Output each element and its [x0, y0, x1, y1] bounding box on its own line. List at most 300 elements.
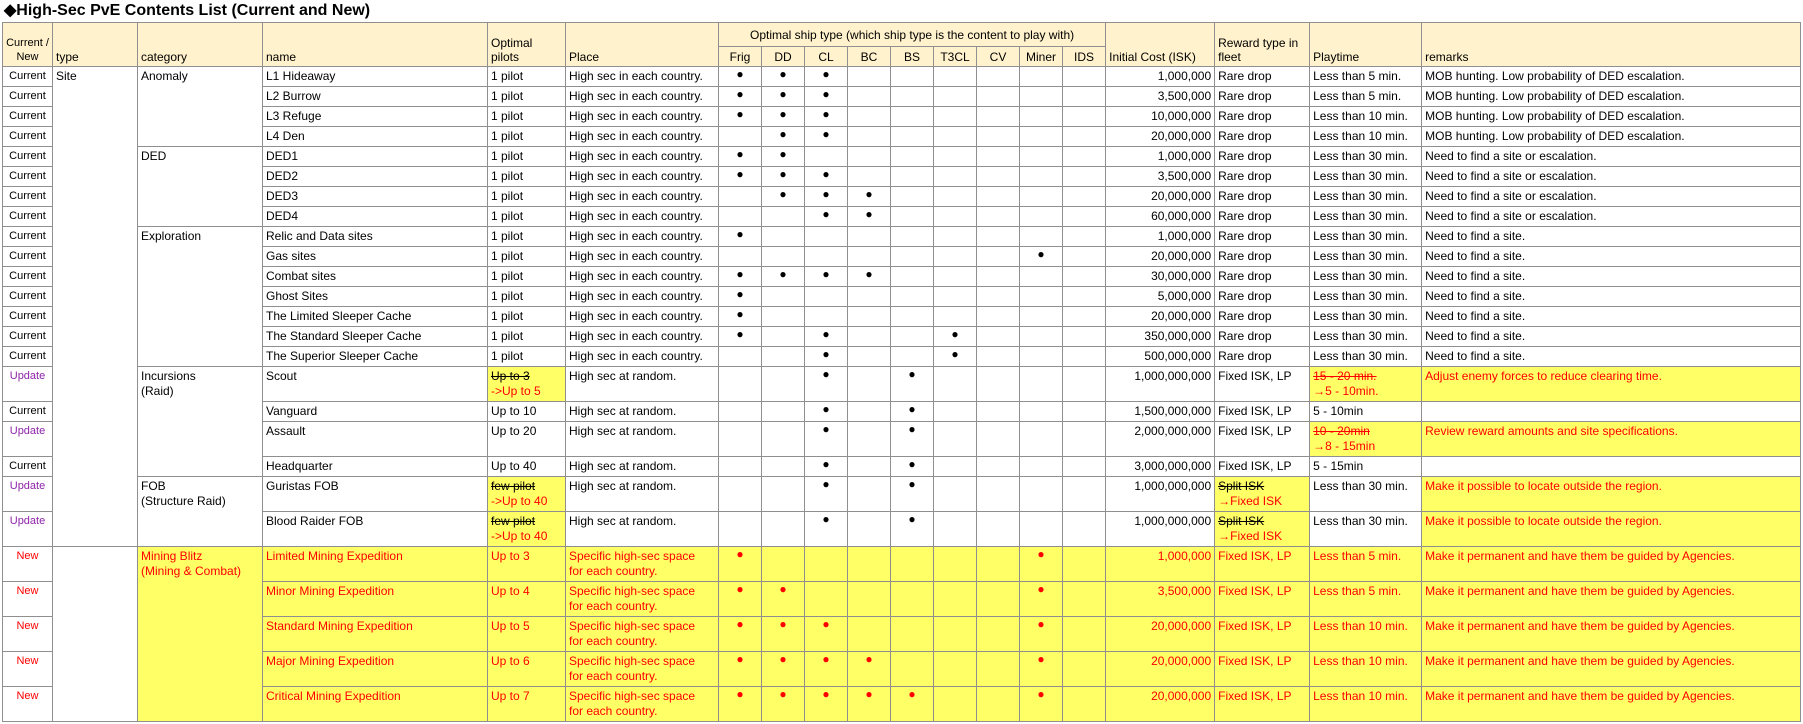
playtime-cell: Less than 30 min.: [1310, 327, 1422, 347]
category-cell: DED: [138, 147, 263, 227]
place-cell: High sec in each country.: [566, 227, 719, 247]
ship-dot: ●: [805, 67, 848, 87]
table-row: [3, 367, 1801, 402]
pilots-cell: 1 pilot: [488, 267, 566, 287]
reward-cell: Fixed ISK, LP: [1215, 582, 1310, 617]
cost-cell: 60,000,000: [1106, 207, 1215, 227]
place-cell: High sec in each country.: [566, 307, 719, 327]
reward-cell: Rare drop: [1215, 327, 1310, 347]
name-cell: Gas sites: [263, 247, 488, 267]
playtime-cell: Less than 30 min.: [1310, 187, 1422, 207]
pilots-cell: 1 pilot: [488, 247, 566, 267]
pilots-cell: 1 pilot: [488, 147, 566, 167]
name-cell: Scout: [263, 367, 488, 402]
reward-cell: Rare drop: [1215, 127, 1310, 147]
reward-cell: Fixed ISK, LP: [1215, 422, 1310, 457]
pilots-cell: [488, 477, 566, 512]
reward-cell: Fixed ISK, LP: [1215, 457, 1310, 477]
status-cell: Current: [3, 147, 53, 167]
pilots-cell: Up to 10: [488, 402, 566, 422]
cost-cell: 1,000,000,000: [1106, 512, 1215, 547]
ship-dot: ●: [762, 652, 805, 687]
ship-dot: ●: [805, 687, 848, 722]
place-cell: High sec in each country.: [566, 267, 719, 287]
name-cell: Vanguard: [263, 402, 488, 422]
remarks-cell: Need to find a site.: [1422, 287, 1801, 307]
pilots-cell: 1 pilot: [488, 347, 566, 367]
table-row: [3, 617, 1801, 652]
name-cell: Combat sites: [263, 267, 488, 287]
name-cell: The Limited Sleeper Cache: [263, 307, 488, 327]
playtime-cell: Less than 10 min.: [1310, 617, 1422, 652]
header-ship-group: Optimal ship type (which ship type is the content to play with): [719, 23, 1106, 47]
cost-cell: 3,500,000: [1106, 167, 1215, 187]
place-line: for each country.: [569, 599, 658, 613]
name-cell: The Superior Sleeper Cache: [263, 347, 488, 367]
ship-dot: ●: [719, 107, 762, 127]
pilots-old: few pilot: [491, 514, 536, 528]
reward-cell: [1215, 477, 1310, 512]
name-cell: Relic and Data sites: [263, 227, 488, 247]
ship-dot: ●: [805, 87, 848, 107]
name-cell: L3 Refuge: [263, 107, 488, 127]
header-category: category: [138, 23, 263, 67]
ship-dot: ●: [891, 687, 934, 722]
reward-cell: Rare drop: [1215, 307, 1310, 327]
table-row: [3, 652, 1801, 687]
status-cell: New: [3, 652, 53, 687]
status-cell: Current: [3, 327, 53, 347]
ship-dot: ●: [805, 107, 848, 127]
name-cell: DED2: [263, 167, 488, 187]
header-ship-frig: Frig: [719, 47, 762, 67]
cost-cell: 1,000,000,000: [1106, 367, 1215, 402]
ship-dot: ●: [848, 207, 891, 227]
ship-dot: ●: [805, 512, 848, 547]
table-row: [3, 512, 1801, 547]
ship-dot: ●: [934, 327, 977, 347]
reward-cell: Rare drop: [1215, 287, 1310, 307]
playtime-cell: [1310, 422, 1422, 457]
status-cell: Current: [3, 402, 53, 422]
ship-dot: ●: [762, 617, 805, 652]
reward-cell: Rare drop: [1215, 227, 1310, 247]
reward-cell: Rare drop: [1215, 147, 1310, 167]
ship-dot: ●: [1020, 687, 1063, 722]
page-title: ◆High-Sec PvE Contents List (Current and New): [4, 2, 371, 19]
ship-dot: ●: [762, 167, 805, 187]
reward-cell: Fixed ISK, LP: [1215, 547, 1310, 582]
ship-dot: ●: [891, 422, 934, 457]
pilots-new: ->Up to 40: [491, 529, 548, 543]
ship-dot: ●: [762, 127, 805, 147]
table-row: [3, 187, 1801, 207]
ship-dot: ●: [762, 67, 805, 87]
ship-dot: ●: [762, 582, 805, 617]
reward-cell: Rare drop: [1215, 267, 1310, 287]
pilots-new: ->Up to 5: [491, 384, 541, 398]
place-cell: High sec in each country.: [566, 167, 719, 187]
reward-cell: Fixed ISK, LP: [1215, 652, 1310, 687]
status-cell: Update: [3, 512, 53, 547]
place-cell: [566, 687, 719, 722]
place-cell: High sec in each country.: [566, 327, 719, 347]
status-cell: Current: [3, 127, 53, 147]
pilots-cell: 1 pilot: [488, 87, 566, 107]
playtime-new: →8 - 15min: [1313, 439, 1376, 453]
reward-cell: Rare drop: [1215, 167, 1310, 187]
place-line: for each country.: [569, 704, 658, 718]
playtime-cell: Less than 5 min.: [1310, 87, 1422, 107]
remarks-cell: MOB hunting. Low probability of DED escalation.: [1422, 67, 1801, 87]
remarks-cell: Need to find a site.: [1422, 227, 1801, 247]
ship-dot: ●: [891, 457, 934, 477]
ship-dot: ●: [762, 267, 805, 287]
place-line: Specific high-sec space: [569, 549, 696, 563]
table-row: [3, 247, 1801, 267]
remarks-cell: Make it permanent and have them be guided by Agencies.: [1422, 617, 1801, 652]
category-cell: [138, 367, 263, 477]
ship-dot: ●: [719, 267, 762, 287]
place-line: Specific high-sec space: [569, 584, 696, 598]
ship-dot: ●: [805, 652, 848, 687]
status-cell: Update: [3, 367, 53, 402]
remarks-cell: Need to find a site or escalation.: [1422, 207, 1801, 227]
category-cell: Exploration: [138, 227, 263, 367]
status-cell: Current: [3, 227, 53, 247]
type-cell: [53, 547, 138, 722]
reward-cell: Fixed ISK, LP: [1215, 687, 1310, 722]
category-line: FOB: [141, 479, 166, 493]
header-reward: Reward type in fleet: [1215, 23, 1310, 67]
name-cell: Critical Mining Expedition: [263, 687, 488, 722]
playtime-cell: Less than 30 min.: [1310, 267, 1422, 287]
ship-dot: ●: [719, 327, 762, 347]
ship-dot: ●: [934, 347, 977, 367]
cost-cell: 3,500,000: [1106, 87, 1215, 107]
ship-dot: ●: [805, 267, 848, 287]
cost-cell: 1,500,000,000: [1106, 402, 1215, 422]
reward-cell: Rare drop: [1215, 87, 1310, 107]
category-line: (Structure Raid): [141, 494, 226, 508]
header-place: Place: [566, 23, 719, 67]
ship-dot: ●: [1020, 617, 1063, 652]
reward-cell: Rare drop: [1215, 67, 1310, 87]
table-row: [3, 67, 1801, 87]
table-row: [3, 107, 1801, 127]
table-row: [3, 227, 1801, 247]
table-row: [3, 87, 1801, 107]
remarks-cell: Need to find a site or escalation.: [1422, 167, 1801, 187]
pilots-cell: 1 pilot: [488, 307, 566, 327]
reward-cell: Rare drop: [1215, 347, 1310, 367]
status-cell: Current: [3, 457, 53, 477]
ship-dot: ●: [719, 167, 762, 187]
pilots-cell: 1 pilot: [488, 107, 566, 127]
header-playtime: Playtime: [1310, 23, 1422, 67]
remarks-cell: MOB hunting. Low probability of DED escalation.: [1422, 127, 1801, 147]
pilots-cell: [488, 512, 566, 547]
cost-cell: 20,000,000: [1106, 247, 1215, 267]
ship-dot: ●: [1020, 652, 1063, 687]
pilots-cell: 1 pilot: [488, 327, 566, 347]
ship-dot: ●: [719, 67, 762, 87]
name-cell: Minor Mining Expedition: [263, 582, 488, 617]
category-line: Mining Blitz: [141, 549, 203, 563]
header-ship-cl: CL: [805, 47, 848, 67]
ship-dot: ●: [719, 652, 762, 687]
remarks-cell: Review reward amounts and site specifications.: [1422, 422, 1801, 457]
ship-dot: ●: [805, 127, 848, 147]
playtime-cell: 5 - 10min: [1310, 402, 1422, 422]
reward-old: Split ISK: [1218, 514, 1265, 528]
ship-dot: ●: [805, 207, 848, 227]
cost-cell: 5,000,000: [1106, 287, 1215, 307]
playtime-old: 15 - 20 min.: [1313, 369, 1377, 383]
ship-dot: ●: [762, 107, 805, 127]
name-cell: Ghost Sites: [263, 287, 488, 307]
place-cell: High sec in each country.: [566, 247, 719, 267]
cost-cell: 20,000,000: [1106, 687, 1215, 722]
header-ship-ids: IDS: [1063, 47, 1106, 67]
name-cell: L4 Den: [263, 127, 488, 147]
ship-dot: ●: [805, 457, 848, 477]
cost-cell: 1,000,000: [1106, 227, 1215, 247]
playtime-cell: Less than 30 min.: [1310, 207, 1422, 227]
pilots-cell: 1 pilot: [488, 227, 566, 247]
place-cell: High sec at random.: [566, 367, 719, 402]
name-cell: DED3: [263, 187, 488, 207]
place-line: Specific high-sec space: [569, 619, 696, 633]
cost-cell: 20,000,000: [1106, 652, 1215, 687]
status-cell: Current: [3, 287, 53, 307]
ship-dot: ●: [848, 687, 891, 722]
name-cell: L2 Burrow: [263, 87, 488, 107]
playtime-cell: Less than 30 min.: [1310, 287, 1422, 307]
ship-dot: ●: [805, 402, 848, 422]
category-line: Incursions: [141, 369, 196, 383]
pilots-old: few pilot: [491, 479, 536, 493]
content-table: [2, 22, 1801, 722]
playtime-cell: Less than 10 min.: [1310, 107, 1422, 127]
status-cell: Update: [3, 477, 53, 512]
playtime-cell: Less than 5 min.: [1310, 67, 1422, 87]
ship-dot: ●: [719, 547, 762, 582]
header-type: type: [53, 23, 138, 67]
ship-dot: ●: [719, 687, 762, 722]
remarks-cell: Make it permanent and have them be guided by Agencies.: [1422, 652, 1801, 687]
pilots-new: ->Up to 40: [491, 494, 548, 508]
ship-dot: ●: [805, 347, 848, 367]
pilots-cell: 1 pilot: [488, 67, 566, 87]
status-cell: Current: [3, 347, 53, 367]
playtime-old: 10 - 20min: [1313, 424, 1370, 438]
remarks-cell: Make it possible to locate outside the region.: [1422, 477, 1801, 512]
pilots-cell: Up to 40: [488, 457, 566, 477]
ship-dot: ●: [805, 367, 848, 402]
playtime-new: →5 - 10min.: [1313, 384, 1379, 398]
reward-cell: Rare drop: [1215, 187, 1310, 207]
table-row: [3, 307, 1801, 327]
ship-dot: ●: [1020, 547, 1063, 582]
name-cell: DED1: [263, 147, 488, 167]
remarks-cell: [1422, 457, 1801, 477]
cost-cell: 350,000,000: [1106, 327, 1215, 347]
pilots-cell: 1 pilot: [488, 287, 566, 307]
pilots-cell: Up to 6: [488, 652, 566, 687]
cost-cell: 20,000,000: [1106, 307, 1215, 327]
remarks-cell: MOB hunting. Low probability of DED escalation.: [1422, 107, 1801, 127]
table-row: [3, 402, 1801, 422]
pilots-cell: 1 pilot: [488, 167, 566, 187]
table-row: [3, 457, 1801, 477]
place-cell: High sec in each country.: [566, 127, 719, 147]
table-row: [3, 167, 1801, 187]
category-cell: [138, 477, 263, 547]
playtime-cell: Less than 10 min.: [1310, 127, 1422, 147]
place-cell: High sec at random.: [566, 457, 719, 477]
pilots-cell: Up to 3: [488, 547, 566, 582]
ship-dot: ●: [891, 402, 934, 422]
header-ship-miner: Miner: [1020, 47, 1063, 67]
reward-new: →Fixed ISK: [1218, 494, 1283, 508]
reward-cell: Fixed ISK, LP: [1215, 402, 1310, 422]
header-ship-t3cl: T3CL: [934, 47, 977, 67]
pilots-cell: [488, 367, 566, 402]
remarks-cell: Need to find a site.: [1422, 347, 1801, 367]
header-ship-cv: CV: [977, 47, 1020, 67]
place-cell: High sec in each country.: [566, 207, 719, 227]
remarks-cell: Make it permanent and have them be guided by Agencies.: [1422, 582, 1801, 617]
place-cell: [566, 617, 719, 652]
cost-cell: 2,000,000,000: [1106, 422, 1215, 457]
playtime-cell: Less than 30 min.: [1310, 167, 1422, 187]
cost-cell: 20,000,000: [1106, 127, 1215, 147]
ship-dot: ●: [805, 327, 848, 347]
reward-new: →Fixed ISK: [1218, 529, 1283, 543]
playtime-cell: Less than 5 min.: [1310, 582, 1422, 617]
ship-dot: ●: [891, 367, 934, 402]
place-cell: High sec in each country.: [566, 67, 719, 87]
place-cell: High sec at random.: [566, 512, 719, 547]
table-row: [3, 267, 1801, 287]
ship-dot: ●: [719, 227, 762, 247]
playtime-cell: Less than 30 min.: [1310, 147, 1422, 167]
table-row: [3, 347, 1801, 367]
playtime-cell: Less than 5 min.: [1310, 547, 1422, 582]
name-cell: Blood Raider FOB: [263, 512, 488, 547]
place-cell: [566, 547, 719, 582]
reward-cell: Fixed ISK, LP: [1215, 367, 1310, 402]
category-line: (Mining & Combat): [141, 564, 242, 578]
place-cell: High sec in each country.: [566, 107, 719, 127]
status-cell: New: [3, 582, 53, 617]
name-cell: DED4: [263, 207, 488, 227]
remarks-cell: Need to find a site.: [1422, 267, 1801, 287]
ship-dot: ●: [719, 87, 762, 107]
category-cell: Anomaly: [138, 67, 263, 147]
playtime-cell: Less than 30 min.: [1310, 247, 1422, 267]
ship-dot: ●: [719, 582, 762, 617]
status-cell: New: [3, 687, 53, 722]
name-cell: Assault: [263, 422, 488, 457]
header-pilots: Optimal pilots: [488, 23, 566, 67]
ship-dot: ●: [891, 512, 934, 547]
remarks-cell: Make it permanent and have them be guided by Agencies.: [1422, 547, 1801, 582]
place-cell: High sec at random.: [566, 422, 719, 457]
cost-cell: 30,000,000: [1106, 267, 1215, 287]
remarks-cell: Need to find a site.: [1422, 307, 1801, 327]
header-ship-dd: DD: [762, 47, 805, 67]
status-cell: Current: [3, 107, 53, 127]
place-cell: High sec in each country.: [566, 147, 719, 167]
place-cell: High sec in each country.: [566, 187, 719, 207]
category-cell: [138, 547, 263, 722]
pilots-cell: Up to 7: [488, 687, 566, 722]
playtime-cell: Less than 10 min.: [1310, 687, 1422, 722]
table-row: [3, 287, 1801, 307]
name-cell: Standard Mining Expedition: [263, 617, 488, 652]
header-status: Current / New: [3, 23, 53, 67]
playtime-cell: Less than 30 min.: [1310, 477, 1422, 512]
type-cell: Site: [53, 67, 138, 547]
status-cell: Current: [3, 307, 53, 327]
pilots-cell: Up to 4: [488, 582, 566, 617]
table-row: [3, 147, 1801, 167]
place-cell: High sec in each country.: [566, 287, 719, 307]
name-cell: Guristas FOB: [263, 477, 488, 512]
status-cell: Update: [3, 422, 53, 457]
ship-dot: ●: [762, 87, 805, 107]
place-cell: [566, 582, 719, 617]
playtime-cell: Less than 10 min.: [1310, 652, 1422, 687]
ship-dot: ●: [848, 267, 891, 287]
status-cell: Current: [3, 167, 53, 187]
place-line: for each country.: [569, 634, 658, 648]
cost-cell: 3,500,000: [1106, 582, 1215, 617]
ship-dot: ●: [891, 477, 934, 512]
ship-dot: ●: [805, 477, 848, 512]
remarks-cell: Make it possible to locate outside the region.: [1422, 512, 1801, 547]
table-row: [3, 207, 1801, 227]
cost-cell: 1,000,000: [1106, 147, 1215, 167]
ship-dot: ●: [1020, 582, 1063, 617]
cost-cell: 1,000,000: [1106, 547, 1215, 582]
remarks-cell: Need to find a site or escalation.: [1422, 187, 1801, 207]
name-cell: Headquarter: [263, 457, 488, 477]
ship-dot: ●: [762, 147, 805, 167]
ship-dot: ●: [805, 167, 848, 187]
reward-cell: Rare drop: [1215, 247, 1310, 267]
status-cell: Current: [3, 87, 53, 107]
place-cell: High sec in each country.: [566, 347, 719, 367]
ship-dot: ●: [1020, 247, 1063, 267]
header-remarks: remarks: [1422, 23, 1801, 67]
ship-dot: ●: [848, 652, 891, 687]
status-cell: Current: [3, 207, 53, 227]
remarks-cell: [1422, 402, 1801, 422]
ship-dot: ●: [719, 287, 762, 307]
table-row: [3, 127, 1801, 147]
pilots-cell: 1 pilot: [488, 127, 566, 147]
playtime-cell: Less than 30 min.: [1310, 512, 1422, 547]
ship-dot: ●: [762, 687, 805, 722]
ship-dot: ●: [719, 307, 762, 327]
ship-dot: ●: [719, 617, 762, 652]
playtime-cell: 5 - 15min: [1310, 457, 1422, 477]
status-cell: New: [3, 617, 53, 652]
playtime-cell: [1310, 367, 1422, 402]
